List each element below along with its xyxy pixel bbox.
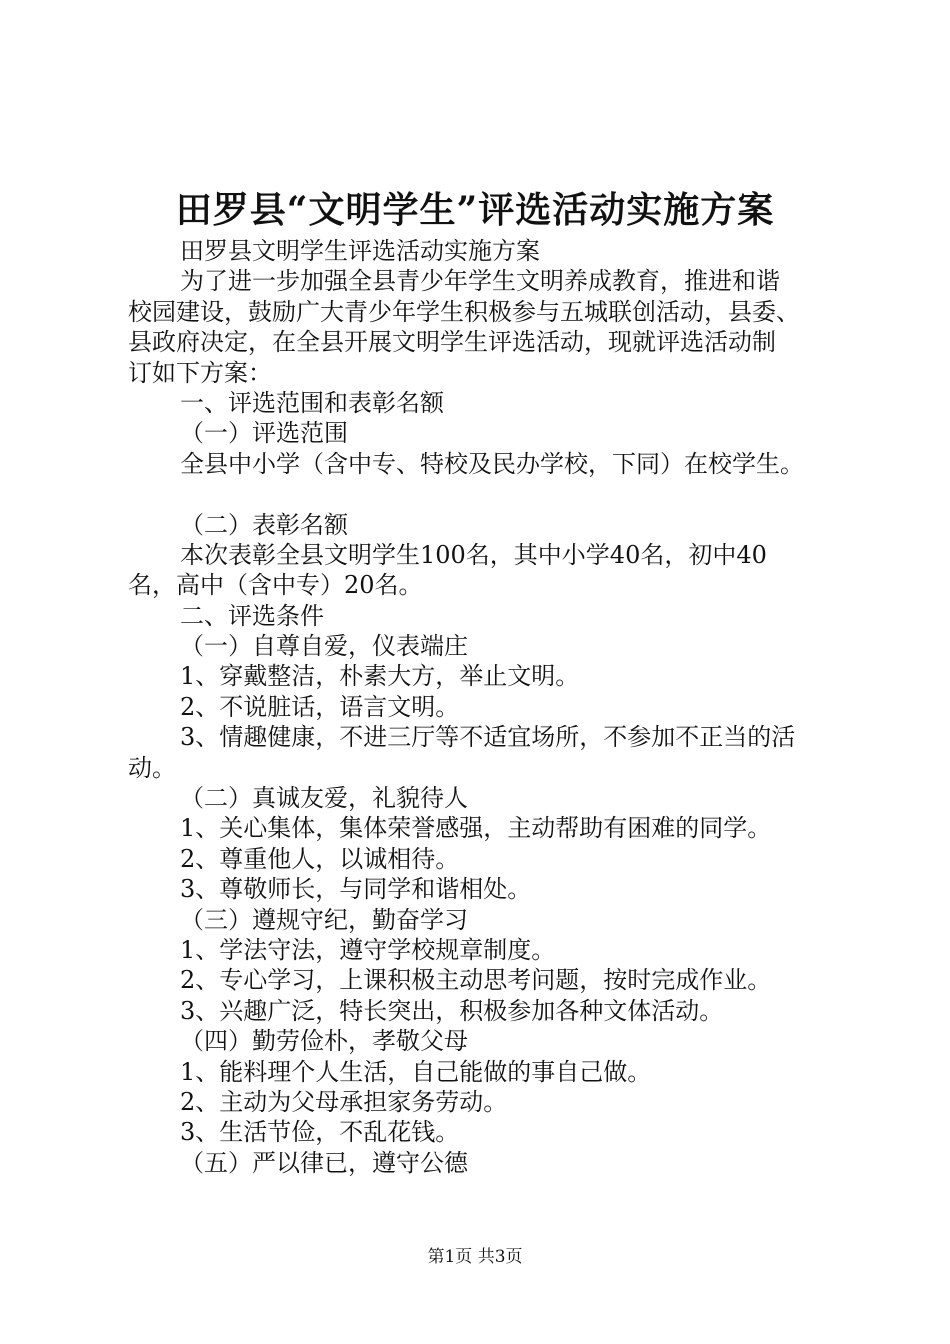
condition-heading-5: （五）严以律已，遵守公德 — [180, 1148, 468, 1177]
quota-line-1: 本次表彰全县文明学生100名，其中小学40名，初中40 — [180, 540, 767, 569]
section-heading-1: 一、评选范围和表彰名额 — [180, 388, 444, 417]
subsection-heading-quota: （二）表彰名额 — [180, 510, 348, 539]
intro-line-3: 县政府决定，在全县开展文明学生评选活动，现就评选活动制 — [128, 328, 776, 357]
condition-2-item-3: 3、尊敬师长，与同学和谐相处。 — [180, 875, 532, 904]
condition-3-item-3: 3、兴趣广泛，特长突出，积极参加各种文体活动。 — [180, 996, 724, 1025]
quota-line-2: 名，高中（含中专）20名。 — [128, 571, 423, 600]
condition-heading-4: （四）勤劳俭朴，孝敬父母 — [180, 1027, 468, 1056]
condition-4-item-3: 3、生活节俭，不乱花钱。 — [180, 1118, 460, 1147]
condition-1-item-2: 2、不说脏话，语言文明。 — [180, 692, 460, 721]
intro-line-1: 为了进一步加强全县青少年学生文明养成教育，推进和谐 — [180, 267, 780, 296]
intro-line-2: 校园建设，鼓励广大青少年学生积极参与五城联创活动，县委、 — [128, 297, 800, 326]
condition-3-item-1: 1、学法守法，遵守学校规章制度。 — [180, 935, 556, 964]
intro-line-4: 订如下方案： — [128, 358, 272, 387]
condition-4-item-1: 1、能料理个人生活，自己能做的事自己做。 — [180, 1057, 652, 1086]
condition-heading-1: （一）自尊自爱，仪表端庄 — [180, 632, 468, 661]
condition-2-item-2: 2、尊重他人，以诚相待。 — [180, 844, 460, 873]
condition-1-item-1: 1、穿戴整洁，朴素大方，举止文明。 — [180, 662, 580, 691]
document-subtitle: 田罗县文明学生评选活动实施方案 — [180, 237, 540, 265]
document-body — [128, 236, 840, 1178]
condition-heading-3: （三）遵规守纪，勤奋学习 — [180, 905, 468, 934]
condition-3-item-2: 2、专心学习，上课积极主动思考问题，按时完成作业。 — [180, 966, 772, 995]
blank-line — [128, 479, 840, 509]
condition-1-item-3: 3、情趣健康，不进三厅等不适宜场所，不参加不正当的活 — [180, 723, 796, 752]
subsection-heading-scope: （一）评选范围 — [180, 419, 348, 448]
condition-1-item-3-continued: 动。 — [128, 753, 176, 782]
condition-heading-2: （二）真诚友爱，礼貌待人 — [180, 784, 468, 813]
scope-text: 全县中小学（含中专、特校及民办学校，下同）在校学生。 — [180, 449, 804, 478]
condition-4-item-2: 2、主动为父母承担家务劳动。 — [180, 1087, 508, 1116]
condition-2-item-1: 1、关心集体，集体荣誉感强，主动帮助有困难的同学。 — [180, 814, 772, 843]
document-title: 田罗县“文明学生”评选活动实施方案 — [175, 189, 775, 231]
page-footer: 第1页 共3页 — [427, 1247, 523, 1267]
section-heading-2: 二、评选条件 — [180, 601, 324, 630]
